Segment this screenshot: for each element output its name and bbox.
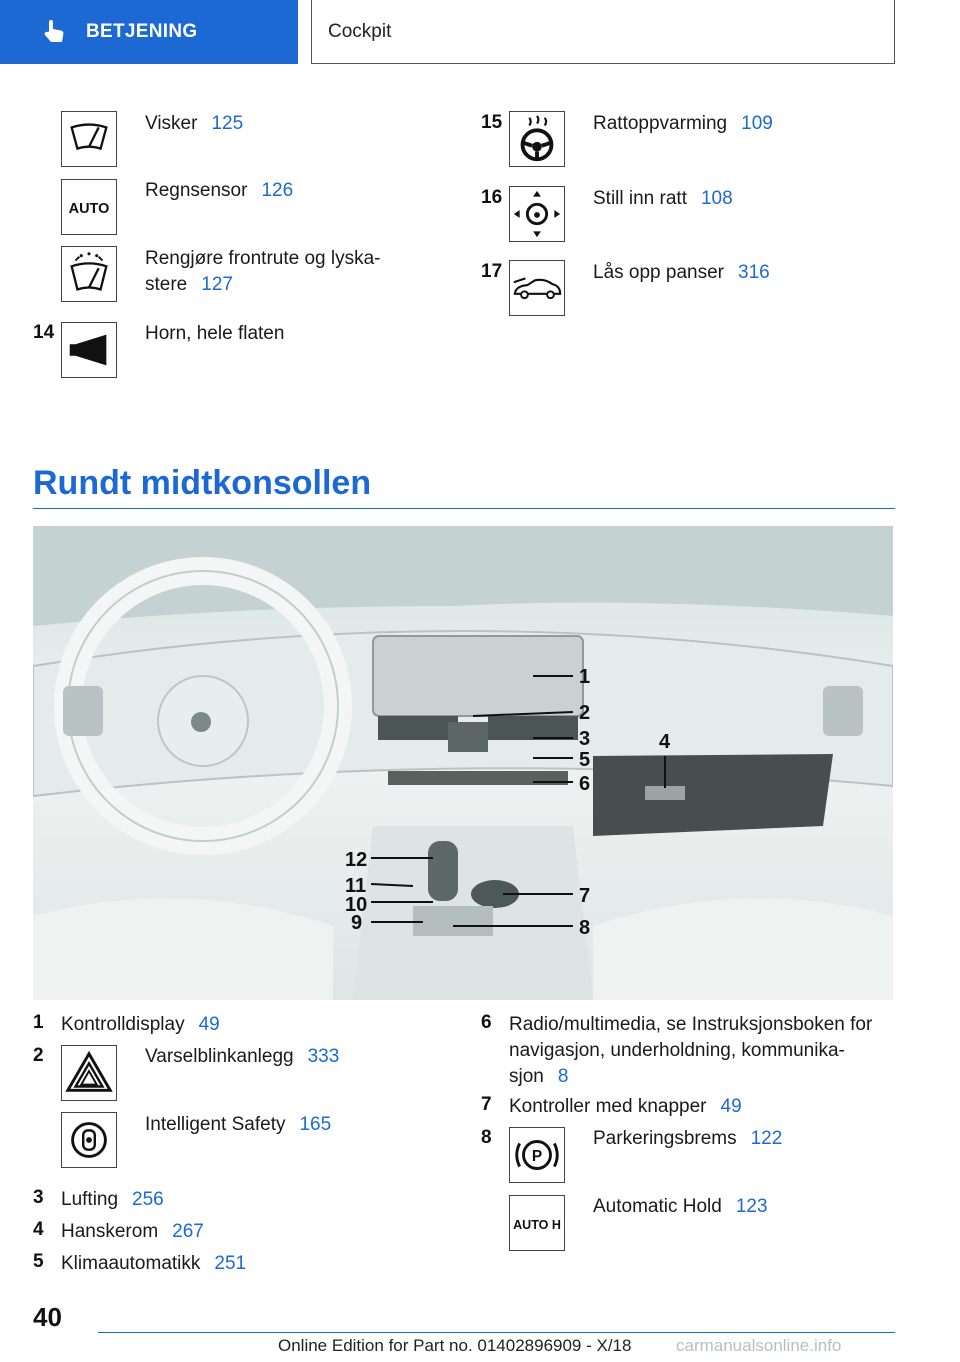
item-number: 2	[33, 1045, 44, 1066]
callout-9: 9	[351, 912, 363, 934]
callout-3: 3	[579, 728, 591, 750]
callout-11: 11	[345, 875, 367, 897]
page-link[interactable]: 333	[307, 1046, 340, 1067]
callout-10: 10	[345, 894, 368, 916]
list-item: Horn, hele flaten	[145, 323, 285, 344]
list-item: Rengjøre frontrute og lyska- stere 127	[145, 248, 381, 295]
page-link[interactable]: 8	[557, 1066, 569, 1087]
item-number: 1	[33, 1012, 44, 1033]
list-item: Intelligent Safety 165	[145, 1114, 332, 1135]
edition-text: Online Edition for Part no. 01402896909 - X/18	[278, 1336, 632, 1355]
page-link[interactable]: 125	[211, 113, 244, 134]
hazard-icon	[61, 1045, 117, 1101]
center-console-photo	[33, 526, 893, 1000]
horn-icon	[61, 322, 117, 378]
page-link[interactable]: 256	[132, 1189, 164, 1210]
page-link[interactable]: 122	[750, 1128, 783, 1149]
wiper-icon	[61, 111, 117, 167]
chapter-header	[311, 0, 895, 64]
item-number: 8	[481, 1127, 492, 1148]
page-link[interactable]: 251	[214, 1253, 247, 1274]
list-item: Lås opp panser 316	[593, 262, 770, 283]
washer-icon	[61, 246, 117, 302]
callout-2: 2	[579, 702, 591, 724]
list-item: Hanskerom 267	[61, 1221, 204, 1242]
list-item: Kontrolldisplay 49	[61, 1014, 220, 1035]
callout-5: 5	[579, 749, 591, 771]
page-link[interactable]: 316	[738, 262, 770, 283]
page-link[interactable]: 49	[198, 1014, 220, 1035]
list-item: Varselblinkanlegg 333	[145, 1046, 340, 1067]
svg-text:AUTO H: AUTO H	[513, 1217, 561, 1232]
page-link[interactable]: 123	[735, 1196, 768, 1217]
page-link[interactable]: 165	[299, 1114, 332, 1135]
item-number: 15	[481, 112, 503, 133]
pointing-hand-icon	[40, 17, 70, 47]
list-item: Kontroller med knapper 49	[509, 1096, 742, 1117]
list-item: Visker 125	[145, 113, 244, 134]
page-number: 40	[33, 1302, 62, 1332]
page-link[interactable]: 127	[201, 274, 233, 295]
page-link[interactable]: 108	[700, 188, 733, 209]
page-link[interactable]: 267	[172, 1221, 204, 1242]
steering-adjust-icon	[509, 186, 565, 242]
page-link[interactable]: 49	[720, 1096, 742, 1117]
auto-hold-icon	[509, 1195, 565, 1251]
item-number: 4	[33, 1219, 44, 1240]
callout-8: 8	[579, 917, 591, 939]
callout-4: 4	[659, 731, 671, 753]
parking-brake-icon	[509, 1127, 565, 1183]
section-tab[interactable]	[0, 0, 298, 64]
list-item: Rattoppvarming 109	[593, 113, 773, 134]
item-number: 6	[481, 1012, 492, 1033]
svg-text:AUTO: AUTO	[68, 200, 110, 217]
svg-text:P: P	[531, 1147, 543, 1165]
footer-divider	[98, 1332, 895, 1333]
section-title: Rundt midtkonsollen	[33, 464, 372, 502]
list-item: Klimaautomatikk 251	[61, 1253, 247, 1274]
item-number: 16	[481, 187, 503, 208]
item-number: 5	[33, 1251, 44, 1272]
watermark: carmanualsonline.info	[676, 1336, 842, 1355]
list-item: Radio/multimedia, se Instruksjonsboken for navigasjon, underholdning, kommunika- sjon 8	[509, 1014, 873, 1087]
auto-rain-sensor-icon	[61, 179, 117, 235]
steering-heat-icon	[509, 111, 565, 167]
list-item: Lufting 256	[61, 1189, 164, 1210]
chapter-label: Cockpit	[328, 20, 392, 42]
page-link[interactable]: 126	[261, 180, 294, 201]
section-label: BETJENING	[86, 21, 198, 42]
item-number: 14	[33, 322, 55, 343]
list-item: Parkeringsbrems 122	[593, 1128, 783, 1149]
list-item: Automatic Hold 123	[593, 1196, 768, 1217]
list-item: Regnsensor 126	[145, 180, 294, 201]
callout-1: 1	[579, 666, 591, 688]
callout-6: 6	[579, 773, 591, 795]
list-item: Still inn ratt 108	[593, 188, 733, 209]
intelligent-safety-icon	[61, 1112, 117, 1168]
item-number: 3	[33, 1187, 44, 1208]
section-divider	[33, 508, 895, 509]
page-link[interactable]: 109	[741, 113, 773, 134]
item-number: 7	[481, 1094, 492, 1115]
callout-7: 7	[579, 885, 591, 907]
hood-release-icon	[509, 260, 565, 316]
item-number: 17	[481, 261, 503, 282]
callout-12: 12	[345, 849, 368, 871]
